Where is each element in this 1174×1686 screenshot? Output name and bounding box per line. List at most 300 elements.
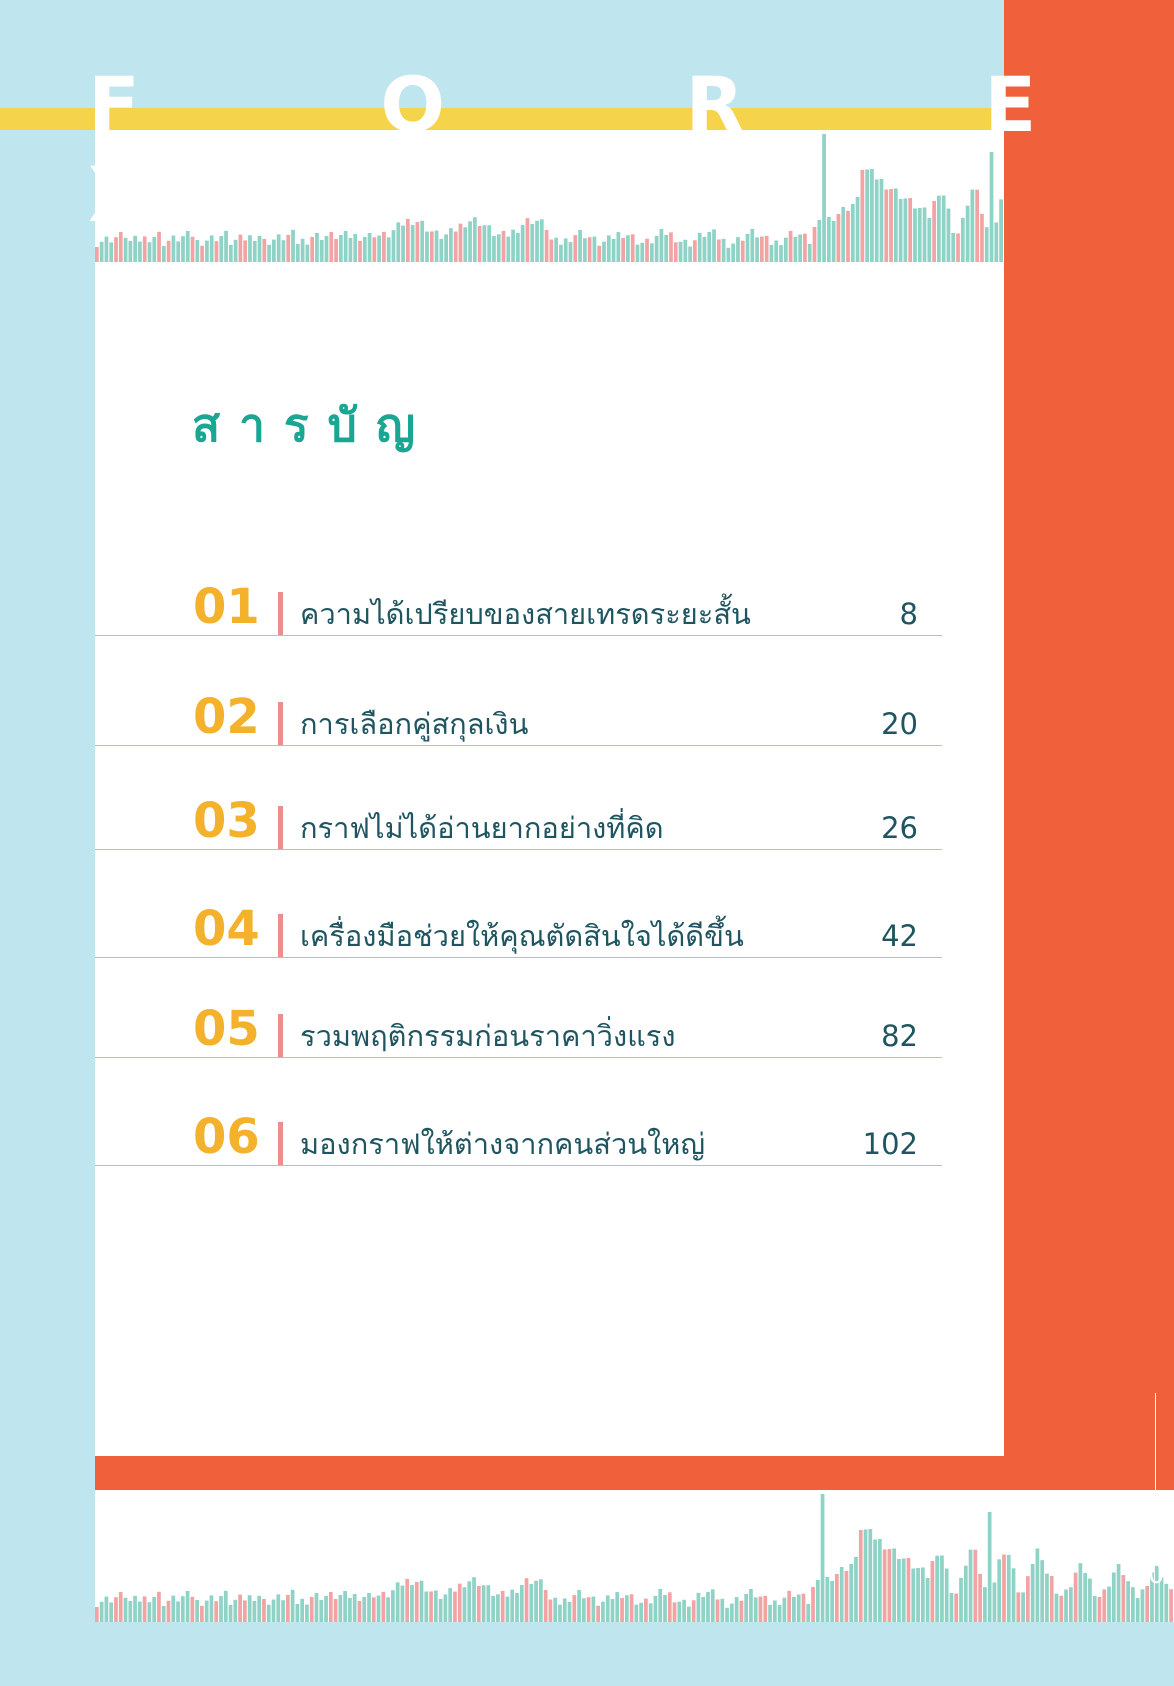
toc-item-number: 06 <box>193 1109 260 1165</box>
volume-bar <box>301 239 305 262</box>
volume-bar <box>740 1601 744 1622</box>
volume-bar <box>310 1597 314 1622</box>
volume-bar <box>808 244 812 262</box>
volume-bar <box>1164 1584 1168 1622</box>
toc-item-number: 04 <box>193 901 260 957</box>
volume-bar <box>506 1597 510 1622</box>
volume-bar <box>377 1596 381 1622</box>
volume-bar <box>825 1577 829 1622</box>
toc-item-label: รวมพฤติกรรมก่อนราคาวิ่งแรง <box>300 1019 676 1053</box>
volume-bar <box>978 1574 982 1622</box>
volume-bar <box>792 1597 796 1622</box>
volume-bar <box>415 1582 419 1622</box>
volume-bar <box>186 1591 190 1622</box>
volume-bar <box>673 1602 677 1622</box>
volume-bar <box>286 1595 290 1622</box>
volume-bar <box>779 245 783 262</box>
volume-bar <box>128 1601 132 1622</box>
volume-bar <box>439 239 443 262</box>
volume-bar <box>736 237 740 262</box>
volume-bar <box>506 237 510 262</box>
volume-bar <box>768 1605 772 1622</box>
volume-bar <box>722 239 726 262</box>
volume-bar <box>612 239 616 262</box>
volume-bar <box>1093 1596 1097 1622</box>
volume-bar <box>381 1592 385 1622</box>
volume-bar <box>148 1602 152 1622</box>
volume-bar <box>109 1602 113 1622</box>
volume-bar <box>701 1597 705 1622</box>
volume-bar <box>257 1596 261 1622</box>
volume-bar <box>663 1595 667 1622</box>
volume-bar <box>731 244 735 262</box>
volume-bar <box>396 1582 400 1622</box>
volume-bar <box>114 1597 118 1622</box>
volume-bar <box>167 241 171 262</box>
volume-bar <box>439 1599 443 1622</box>
volume-bar <box>649 1603 653 1622</box>
volume-bar <box>534 1581 538 1622</box>
toc-item-page: 42 <box>881 919 918 953</box>
volume-bar <box>787 1591 791 1622</box>
volume-bar <box>1069 1587 1073 1622</box>
volume-bar <box>501 1591 505 1622</box>
volume-bar <box>1098 1597 1102 1622</box>
volume-bar <box>133 1596 137 1622</box>
volume-bar <box>797 1595 801 1622</box>
volume-bar <box>243 1600 247 1622</box>
toc-item-separator <box>278 1014 283 1058</box>
volume-bar <box>883 1550 887 1623</box>
volume-bar <box>830 1581 834 1622</box>
volume-bar <box>907 1558 911 1622</box>
volume-bar <box>1021 1592 1025 1622</box>
volume-bar <box>730 1604 734 1622</box>
volume-bar <box>564 238 568 262</box>
volume-bar <box>559 245 563 262</box>
volume-bar <box>563 1598 567 1622</box>
volume-bar <box>210 1595 214 1622</box>
volume-bar <box>993 1582 997 1622</box>
volume-bar <box>821 1494 825 1622</box>
toc-item-separator <box>278 1122 283 1166</box>
volume-bar <box>387 237 391 262</box>
volume-bar <box>969 1550 973 1622</box>
volume-bar <box>859 1530 863 1622</box>
volume-bar <box>363 237 367 262</box>
volume-bar <box>143 236 147 262</box>
toc-item-page: 20 <box>881 707 918 741</box>
volume-bar <box>549 1600 553 1622</box>
volume-bar <box>706 1592 710 1622</box>
volume-bar <box>763 1596 767 1622</box>
volume-bar <box>1026 1576 1030 1622</box>
volume-bar <box>674 242 678 262</box>
volume-bar <box>496 1594 500 1622</box>
volume-bar <box>143 1596 147 1622</box>
volume-bar <box>806 1604 810 1622</box>
volume-bar <box>602 242 606 262</box>
volume-bar <box>349 238 353 262</box>
volume-bar <box>784 238 788 262</box>
volume-bar <box>152 237 156 262</box>
volume-bar <box>997 1559 1001 1622</box>
volume-bar <box>1145 1586 1149 1622</box>
volume-bar <box>783 1598 787 1622</box>
toc-item-05[interactable] <box>95 978 942 1058</box>
toc-item-page: 102 <box>862 1127 918 1161</box>
volume-bar <box>583 238 587 262</box>
volume-bar <box>759 1597 763 1622</box>
volume-bar <box>224 1591 228 1622</box>
volume-bar <box>448 1588 452 1622</box>
volume-bar <box>200 1606 204 1622</box>
toc-item-page: 26 <box>881 811 918 845</box>
volume-bar <box>973 1550 977 1622</box>
volume-bar <box>1059 1596 1063 1622</box>
volume-bar <box>950 1593 954 1622</box>
volume-bar <box>148 242 152 262</box>
volume-bar <box>367 1593 371 1622</box>
volume-bar <box>1036 1548 1040 1622</box>
volume-bar <box>162 246 166 262</box>
volume-bar <box>749 1589 753 1622</box>
volume-bar <box>1007 1555 1011 1622</box>
volume-bar <box>711 1589 715 1622</box>
volume-bar <box>1107 1587 1111 1622</box>
volume-bar <box>372 1597 376 1622</box>
volume-bar <box>1112 1572 1116 1622</box>
volume-bar <box>109 242 113 262</box>
toc-item-02[interactable] <box>95 666 942 746</box>
volume-bar <box>114 237 118 262</box>
toc-item-page: 82 <box>881 1019 918 1053</box>
volume-bar <box>840 1567 844 1622</box>
bottom-volume-bars-decoration <box>95 1490 1174 1622</box>
toc-item-separator <box>278 592 283 636</box>
volume-bar <box>334 239 338 262</box>
volume-bar <box>467 1581 471 1622</box>
volume-bar <box>1083 1573 1087 1622</box>
toc-item-underline <box>95 849 942 851</box>
volume-bar <box>868 1529 872 1622</box>
volume-bar <box>300 1599 304 1622</box>
volume-bar <box>916 1568 920 1622</box>
volume-bar <box>770 245 774 262</box>
volume-bar <box>959 1578 963 1622</box>
volume-bar <box>195 240 199 262</box>
volume-bar <box>964 1566 968 1622</box>
toc-item-page: 8 <box>899 597 918 631</box>
volume-bar <box>1055 1594 1059 1622</box>
volume-bar <box>693 240 697 262</box>
volume-bar <box>658 1589 662 1622</box>
volume-bar <box>95 247 99 262</box>
volume-bar <box>267 245 271 262</box>
volume-bar <box>755 237 759 262</box>
toc-item-04[interactable] <box>95 878 942 958</box>
volume-bar <box>621 238 625 262</box>
volume-bar <box>1050 1576 1054 1622</box>
volume-bar <box>1074 1573 1078 1622</box>
volume-bar <box>606 1595 610 1622</box>
volume-bar <box>650 243 654 262</box>
volume-bar <box>444 1594 448 1622</box>
volume-bar <box>639 1603 643 1622</box>
volume-bar <box>601 1602 605 1622</box>
volume-bar <box>272 1600 276 1622</box>
volume-bar <box>892 1549 896 1623</box>
volume-bar <box>1040 1560 1044 1622</box>
volume-bar <box>611 1599 615 1622</box>
volume-bar <box>1141 1589 1145 1622</box>
volume-bar <box>353 1594 357 1622</box>
volume-bar <box>463 1587 467 1622</box>
volume-bar <box>176 1601 180 1622</box>
volume-bar <box>262 1599 266 1622</box>
volume-bar <box>181 1596 185 1622</box>
volume-bar <box>630 1594 634 1622</box>
volume-bar <box>597 246 601 262</box>
toc-item-separator <box>278 702 283 746</box>
volume-bar <box>291 1590 295 1622</box>
volume-bar <box>319 1600 323 1622</box>
volume-bar <box>238 1595 242 1622</box>
volume-bar <box>1088 1579 1092 1622</box>
volume-bar <box>553 1598 557 1622</box>
volume-bar <box>214 1601 218 1622</box>
volume-bar <box>931 1561 935 1622</box>
volume-bar <box>774 241 778 262</box>
volume-bar <box>234 240 238 262</box>
volume-bar <box>281 1600 285 1622</box>
volume-bar <box>401 1586 405 1622</box>
volume-bar <box>596 1606 600 1622</box>
volume-bar <box>888 1549 892 1622</box>
volume-bar <box>420 1581 424 1622</box>
volume-bar <box>487 1585 491 1622</box>
toc-item-label: กราฟไม่ได้อ่านยากอย่างที่คิด <box>300 811 664 845</box>
volume-bar <box>1002 1555 1006 1622</box>
volume-bar <box>124 238 128 262</box>
volume-bar <box>592 1597 596 1622</box>
volume-bar <box>219 1596 223 1622</box>
toc-item-01[interactable] <box>95 556 942 636</box>
volume-bar <box>310 237 314 262</box>
volume-bar <box>644 1599 648 1622</box>
volume-bar <box>1121 1575 1125 1622</box>
volume-bar <box>424 1592 428 1622</box>
volume-bar <box>1031 1564 1035 1622</box>
volume-bar <box>687 1607 691 1622</box>
volume-bar <box>124 1598 128 1622</box>
volume-bar <box>348 1598 352 1622</box>
toc-item-separator <box>278 806 283 850</box>
volume-bar <box>1126 1581 1130 1622</box>
volume-bar <box>940 1555 944 1622</box>
volume-bar <box>119 1592 123 1622</box>
volume-bar <box>654 1596 658 1622</box>
volume-bar <box>262 239 266 262</box>
volume-bar <box>1012 1568 1016 1622</box>
volume-bar <box>157 1592 161 1622</box>
volume-bar <box>429 1591 433 1622</box>
volume-bar <box>358 1601 362 1622</box>
volume-bar <box>983 1587 987 1622</box>
volume-bar <box>510 1590 514 1622</box>
volume-bar <box>636 245 640 262</box>
volume-bar <box>176 241 180 262</box>
volume-bar <box>697 1593 701 1622</box>
volume-bar <box>988 1512 992 1622</box>
volume-bar <box>635 1605 639 1622</box>
volume-bar <box>306 245 310 262</box>
toc-item-separator <box>278 914 283 958</box>
volume-bar <box>921 1568 925 1623</box>
volume-bar <box>358 241 362 262</box>
volume-bar <box>1079 1563 1083 1622</box>
volume-bar <box>525 1578 529 1622</box>
volume-bar <box>640 243 644 262</box>
volume-bar <box>620 1598 624 1622</box>
volume-bar <box>243 240 247 262</box>
volume-bar <box>190 1597 194 1622</box>
volume-bar <box>911 1569 915 1623</box>
toc-title: สารบัญ <box>192 398 435 452</box>
volume-bar <box>100 242 104 262</box>
volume-bar <box>727 248 731 262</box>
volume-bar <box>703 237 707 262</box>
volume-bar <box>741 241 745 262</box>
volume-bar <box>410 1585 414 1622</box>
volume-bar <box>296 244 300 262</box>
volume-bar <box>577 1590 581 1622</box>
volume-bar <box>282 240 286 262</box>
volume-bar <box>200 246 204 262</box>
volume-bar <box>683 240 687 262</box>
volume-bar <box>692 1600 696 1622</box>
volume-bar <box>181 236 185 262</box>
volume-bar <box>276 1594 280 1622</box>
volume-bar <box>138 1602 142 1622</box>
volume-bar <box>253 241 257 262</box>
volume-bar <box>205 241 209 262</box>
volume-bar <box>688 247 692 262</box>
volume-bar <box>391 1590 395 1622</box>
volume-bar <box>1064 1589 1068 1622</box>
volume-bar <box>945 1569 949 1622</box>
toc-item-underline <box>95 957 942 959</box>
orange-bottom-band <box>95 1456 1174 1490</box>
volume-bar <box>195 1600 199 1622</box>
volume-bar <box>191 237 195 262</box>
volume-bar <box>593 237 597 262</box>
volume-bar <box>1169 1589 1173 1622</box>
volume-bar <box>849 1564 853 1622</box>
volume-bar <box>362 1597 366 1622</box>
volume-bar <box>854 1557 858 1622</box>
volume-bar <box>717 239 721 262</box>
volume-bar <box>162 1606 166 1622</box>
toc-item-number: 03 <box>193 793 260 849</box>
volume-bar <box>682 1600 686 1622</box>
volume-bar <box>320 240 324 262</box>
volume-bar <box>778 1605 782 1622</box>
volume-bar <box>754 1597 758 1622</box>
toc-item-label: มองกราฟให้ต่างจากคนส่วนใหญ่ <box>300 1127 706 1161</box>
toc-item-label: ความได้เปรียบของสายเทรดระยะสั้น <box>300 597 751 631</box>
volume-bar <box>902 1559 906 1623</box>
volume-bar <box>845 1571 849 1622</box>
volume-bar <box>1016 1592 1020 1622</box>
volume-bar <box>453 1592 457 1622</box>
volume-bar <box>744 1594 748 1622</box>
volume-bar <box>668 1592 672 1622</box>
toc-item-underline <box>95 745 942 747</box>
volume-bar <box>305 1605 309 1622</box>
volume-bar <box>171 1596 175 1622</box>
volume-bar <box>802 1594 806 1622</box>
volume-bar <box>520 1585 524 1622</box>
volume-bar <box>569 242 573 262</box>
volume-bar <box>229 245 233 262</box>
volume-bar <box>233 1600 237 1622</box>
volume-bar <box>679 242 683 262</box>
volume-bar <box>625 1595 629 1622</box>
volume-bar <box>482 1585 486 1622</box>
toc-item-06[interactable] <box>95 1086 942 1166</box>
volume-bar <box>878 1539 882 1622</box>
volume-bar <box>554 238 558 262</box>
volume-bar <box>582 1598 586 1622</box>
volume-bar <box>491 1596 495 1622</box>
volume-bar <box>572 1595 576 1622</box>
volume-bar <box>329 1592 333 1622</box>
volume-bar <box>529 1584 533 1622</box>
volume-bar <box>1045 1574 1049 1622</box>
volume-bar <box>229 1605 233 1622</box>
volume-bar <box>716 1599 720 1622</box>
volume-bar <box>588 237 592 262</box>
volume-bar <box>720 1599 724 1622</box>
toc-item-underline <box>95 1165 942 1167</box>
volume-bar <box>167 1601 171 1622</box>
volume-bar <box>95 1607 99 1622</box>
toc-item-03[interactable] <box>95 770 942 850</box>
volume-bar <box>253 1601 257 1622</box>
volume-bar <box>897 1559 901 1622</box>
volume-bar <box>1131 1587 1135 1622</box>
volume-bar <box>105 1597 109 1622</box>
toc-item-underline <box>95 1057 942 1059</box>
volume-bar <box>935 1556 939 1622</box>
volume-bar <box>539 1579 543 1622</box>
volume-bar <box>515 1593 519 1622</box>
volume-bar <box>550 240 554 262</box>
toc-item-underline <box>95 635 942 637</box>
volume-bar <box>434 1590 438 1622</box>
volume-bar <box>296 1604 300 1622</box>
volume-bar <box>587 1597 591 1622</box>
volume-bar <box>725 1608 729 1622</box>
volume-bar <box>615 1592 619 1622</box>
toc-item-number: 01 <box>193 579 260 635</box>
volume-bar <box>773 1601 777 1622</box>
volume-bar <box>215 241 219 262</box>
volume-bar <box>568 1602 572 1622</box>
volume-bar <box>954 1594 958 1622</box>
volume-bar <box>405 1579 409 1622</box>
